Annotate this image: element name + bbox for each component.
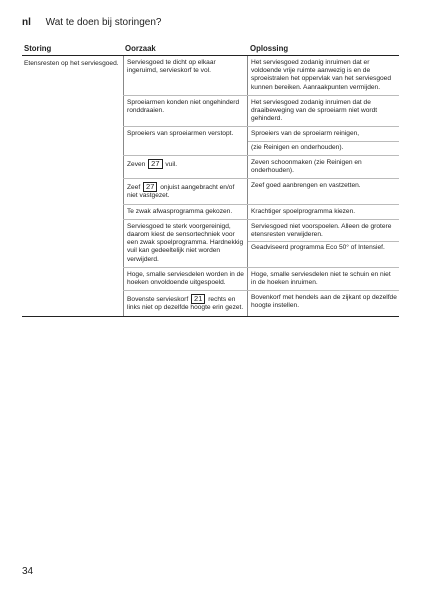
cause-text: Zeven — [127, 160, 146, 168]
cause-text: vuil. — [165, 160, 178, 168]
fix-cell: Zeef goed aanbrengen en vastzetten. — [247, 179, 399, 203]
figure-reference: 21 — [191, 294, 205, 304]
table-row — [123, 56, 399, 95]
header-oorzaak: Oorzaak — [125, 44, 156, 53]
table-body — [22, 56, 399, 317]
figure-reference: 27 — [148, 159, 162, 169]
page-number: 34 — [22, 566, 34, 577]
fix-cell: Krachtiger spoelprogramma kiezen. — [247, 205, 399, 219]
fix-cell: Zeven schoonmaken (zie Reinigen en onderhouden). — [247, 156, 399, 178]
cause-text: rechts en links niet op dezelfde hoogte erin gezet. — [127, 296, 244, 312]
header-oplossing: Oplossing — [250, 44, 289, 53]
fix-text-secondary: Geadviseerd programma Eco 50° of Intensief. — [248, 241, 399, 252]
fix-text-secondary: (zie Reinigen en onderhouden). — [248, 141, 399, 152]
header-storing: Storing — [24, 44, 52, 53]
fix-text: Serviesgoed niet voorspoelen. Alleen de grotere etensresten verwijderen. — [251, 222, 392, 239]
cause-fix-rows — [123, 56, 399, 316]
troubleshooting-table — [22, 44, 399, 317]
cause-text: onjuist aangebracht en/of niet vastgezet. — [127, 184, 235, 200]
table-row — [123, 155, 399, 178]
fix-cell: Hoge, smalle serviesdelen niet te schuin en niet in de hoeken inruimen. — [247, 268, 399, 290]
cause-cell — [123, 156, 247, 178]
storing-cell: Etensresten op het serviesgoed. — [24, 60, 119, 67]
section-title: Wat te doen bij storingen? — [45, 17, 162, 28]
fix-cell — [247, 220, 399, 267]
table-row — [123, 290, 399, 315]
cause-text: Bovenste servieskorf — [127, 296, 189, 304]
table-row — [123, 267, 399, 290]
cause-cell: Sproeiers van sproeiarmen verstopt. — [123, 127, 247, 154]
page-header — [22, 17, 161, 28]
cause-cell: Hoge, smalle serviesdelen worden in de hoeken onvoldoende uitgespoeld. — [123, 268, 247, 290]
cause-cell: Te zwak afwasprogramma gekozen. — [123, 205, 247, 219]
cause-cell: Serviesgoed te sterk voorgereinigd, daarom kiest de sensortechniek voor een zwak spoelprogramma. Hardnekkig vuil kan gedeeltelijk niet worden verwijderd. — [123, 220, 247, 267]
cause-cell — [123, 179, 247, 203]
table-row — [123, 178, 399, 203]
cause-cell — [123, 291, 247, 315]
fix-cell — [247, 127, 399, 154]
table-row — [123, 204, 399, 219]
figure-reference: 27 — [143, 182, 157, 192]
fix-cell: Het serviesgoed zodanig inruimen dat de draaibeweging van de sproeiarm niet wordt gehinderd. — [247, 96, 399, 127]
table-row — [123, 219, 399, 267]
language-code: nl — [22, 17, 31, 28]
table-row — [123, 95, 399, 127]
fix-cell: Het serviesgoed zodanig inruimen dat er voldoende vrije ruimte aanwezig is en de sproeistralen het oppervlak van het serviesgoed kunnen bereiken. Aanraakpunten vermijden. — [247, 56, 399, 95]
fix-text: Sproeiers van de sproeiarm reinigen, — [251, 130, 360, 138]
cause-cell: Sproeiarmen konden niet ongehinderd ronddraaien. — [123, 96, 247, 127]
table-row — [123, 126, 399, 154]
cause-cell: Serviesgoed te dicht op elkaar ingeruimd, servieskorf te vol. — [123, 56, 247, 95]
table-header — [22, 44, 399, 56]
fix-cell: Bovenkorf met hendels aan de zijkant op dezelfde hoogte instellen. — [247, 291, 399, 315]
cause-text: Zeef — [127, 184, 141, 192]
